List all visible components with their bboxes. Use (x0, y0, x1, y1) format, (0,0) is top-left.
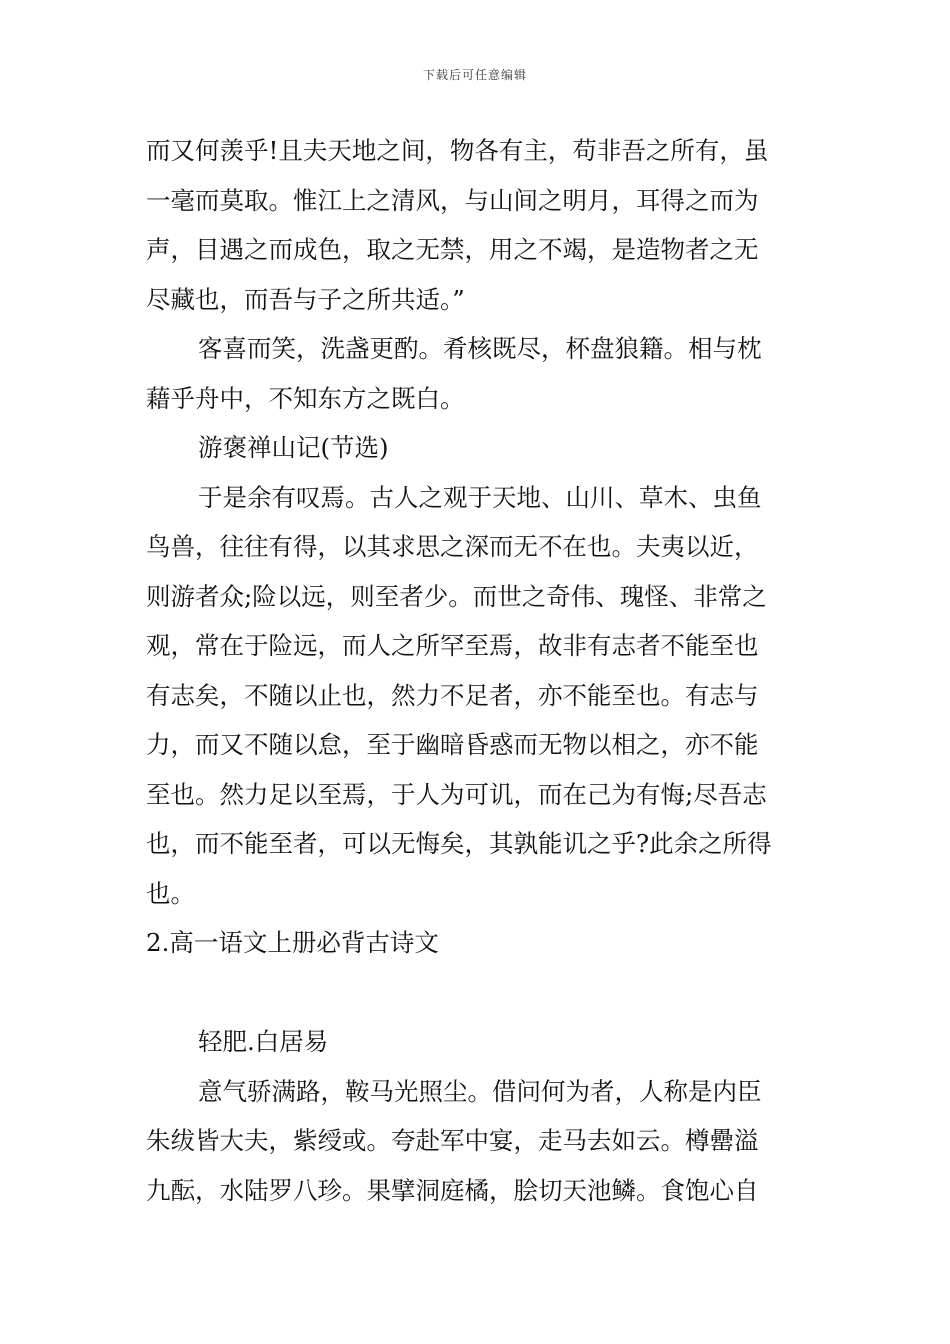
text-line: 则游者众;险以远，则至者少。而世之奇伟、瑰怪、非常之 (146, 581, 767, 611)
text-line: 声，目遇之而成色，取之无禁，用之不竭，是造物者之无 (146, 235, 759, 264)
page-header: 下载后可任意编辑 (422, 68, 527, 82)
text-line: 九酝，水陆罗八珍。果擘洞庭橘，脍切天池鳞。食饱心自 (146, 1175, 759, 1205)
document-body (146, 126, 806, 1215)
text-line: 观，常在于险远，而人之所罕至焉，故非有志者不能至也 (146, 631, 759, 660)
poem-title: 轻肥.白居易 (198, 1027, 329, 1056)
text-line: 藉乎舟中，不知东方之既白。 (146, 383, 465, 413)
text-line: 于是余有叹焉。古人之观于天地、山川、草木、虫鱼 (198, 482, 762, 512)
section-title: 游褒禅山记(节选) (198, 433, 389, 462)
text-line: 至也。然力足以至焉，于人为可讥，而在己为有悔;尽吾志 (146, 779, 767, 809)
text-line: 一毫而莫取。惟江上之清风，与山间之明月，耳得之而为 (146, 185, 759, 215)
text-line: 朱绂皆大夫，紫绶或。夸赴军中宴，走马去如云。樽罍溢 (146, 1126, 759, 1155)
text-line: 力，而又不随以怠，至于幽暗昏惑而无物以相之，亦不能 (146, 730, 759, 759)
text-line: 意气骄满路，鞍马光照尘。借问何为者，人称是内臣 (198, 1076, 762, 1106)
text-line: 客喜而笑，洗盏更酌。肴核既尽，杯盘狼籍。相与枕 (198, 334, 762, 363)
text-line: 而又何羡乎!且夫天地之间，物各有主，苟非吾之所有，虽 (146, 136, 769, 165)
text-line: 也，而不能至者，可以无悔矣，其孰能讥之乎?此余之所得 (146, 829, 772, 858)
blank-line (146, 968, 806, 1018)
text-line: 鸟兽，往往有得，以其求思之深而无不在也。夫夷以近， (146, 532, 759, 561)
section-heading: 2.高一语文上册必背古诗文 (146, 928, 439, 957)
text-line: 也。 (146, 878, 195, 908)
text-line: 有志矣，不随以止也，然力不足者，亦不能至也。有志与 (146, 680, 759, 710)
text-line: 尽藏也，而吾与子之所共适。” (146, 284, 465, 314)
